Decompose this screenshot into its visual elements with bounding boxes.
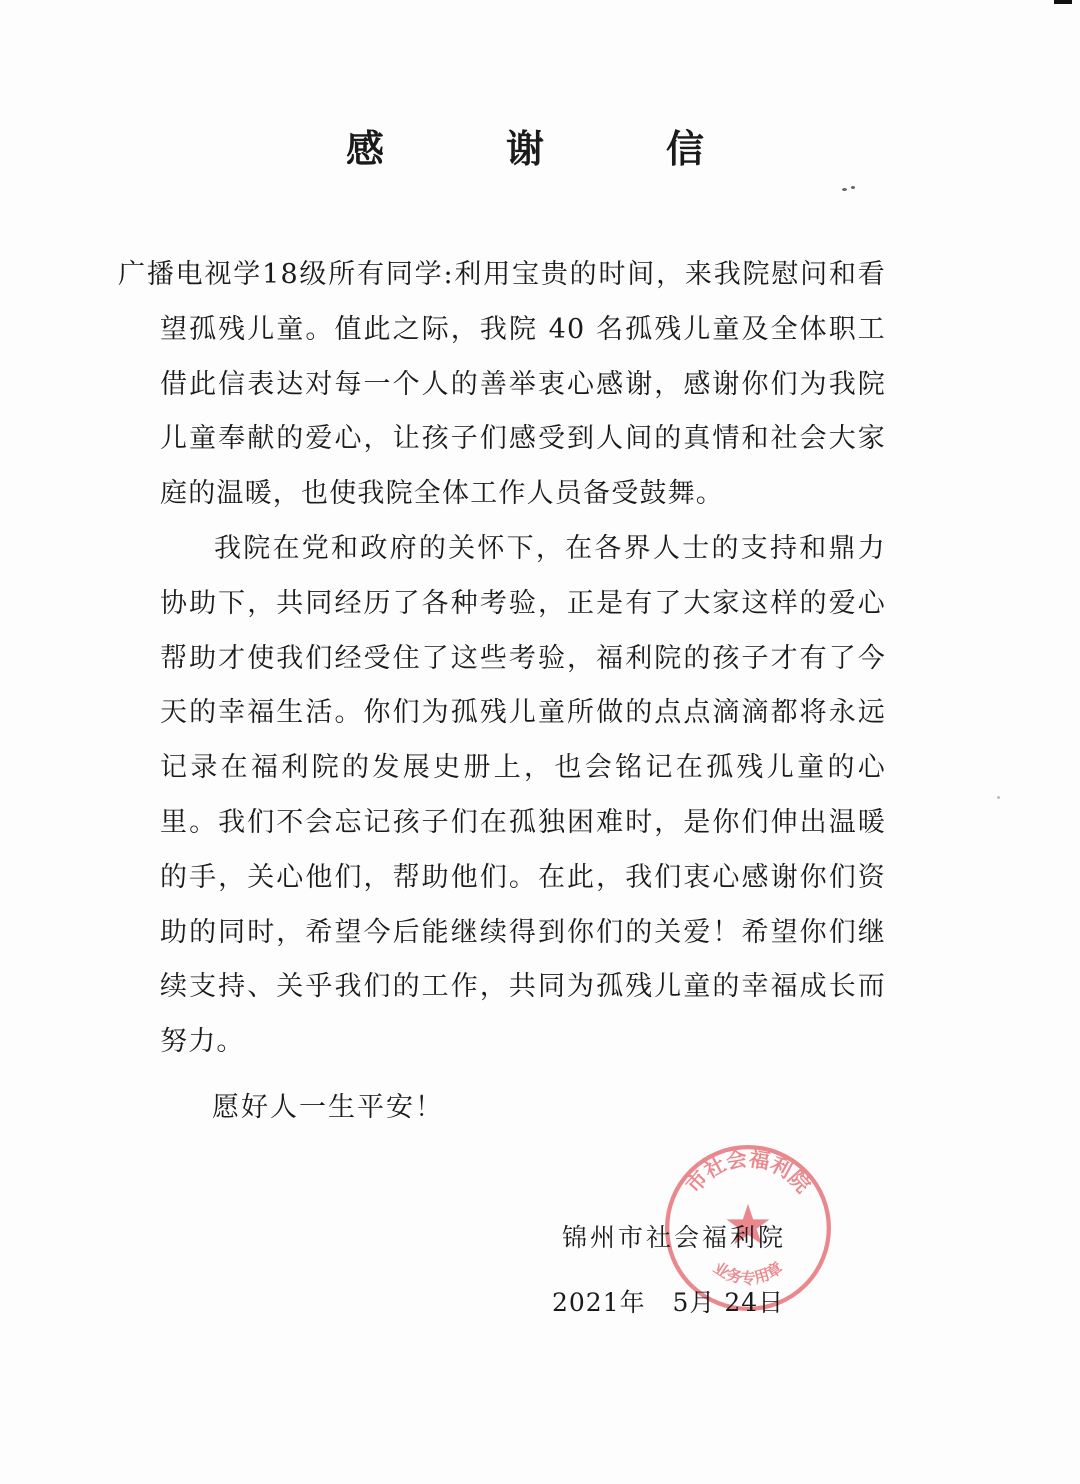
date-day-unit: 日	[758, 1288, 785, 1317]
corner-mark	[1054, 0, 1072, 4]
seal-text-bottom: 业务专用章	[710, 1258, 786, 1288]
date-day: 24	[724, 1288, 759, 1317]
date-month: 5	[672, 1288, 690, 1317]
letter-date	[552, 1283, 784, 1319]
letter-title: 感 谢 信	[345, 126, 746, 171]
scan-speck	[851, 186, 855, 189]
letter-paragraph-1: 广播电视学18级所有同学:利用宝贵的时间，来我院慰问和看望孤残儿童。值此之际，我院 40 名孤残儿童及全体职工借此信表达对每一个人的善举衷心感谢，感谢你们为我院儿童奉献的爱心，让孩子们感受到人间的真情和社会大家庭的温暖，也使我院全体工作人员备受鼓舞。	[118, 259, 886, 510]
signature-organization: 锦州市社会福利院	[562, 1223, 787, 1252]
scan-speck	[842, 188, 847, 191]
seal-text-top: 市社会福利院	[681, 1146, 815, 1198]
closing-wish: 愿好人一生平安！	[212, 1092, 444, 1123]
scan-speck	[997, 796, 1000, 799]
date-year-unit: 年	[619, 1288, 646, 1317]
letter-body	[118, 248, 886, 1070]
date-month-unit: 月	[689, 1288, 716, 1317]
date-year: 2021	[552, 1288, 620, 1317]
letter-paragraph-2: 我院在党和政府的关怀下，在各界人士的支持和鼎力协助下，共同经历了各种考验，正是有了大家这样的爱心帮助才使我们经受住了这些考验，福利院的孩子才有了今天的幸福生活。你们为孤残儿童所做的点点滴滴都将永远记录在福利院的发展史册上，也会铭记在孤残儿童的心里。我们不会忘记孩子们在孤独困难时，是你们伸出温暖的手，关心他们，帮助他们。在此，我们衷心感谢你们资助的同时，希望今后能继续得到你们的关爱！希望你们继续支持、关乎我们的工作，共同为孤残儿童的幸福成长而努力。	[160, 532, 886, 1058]
